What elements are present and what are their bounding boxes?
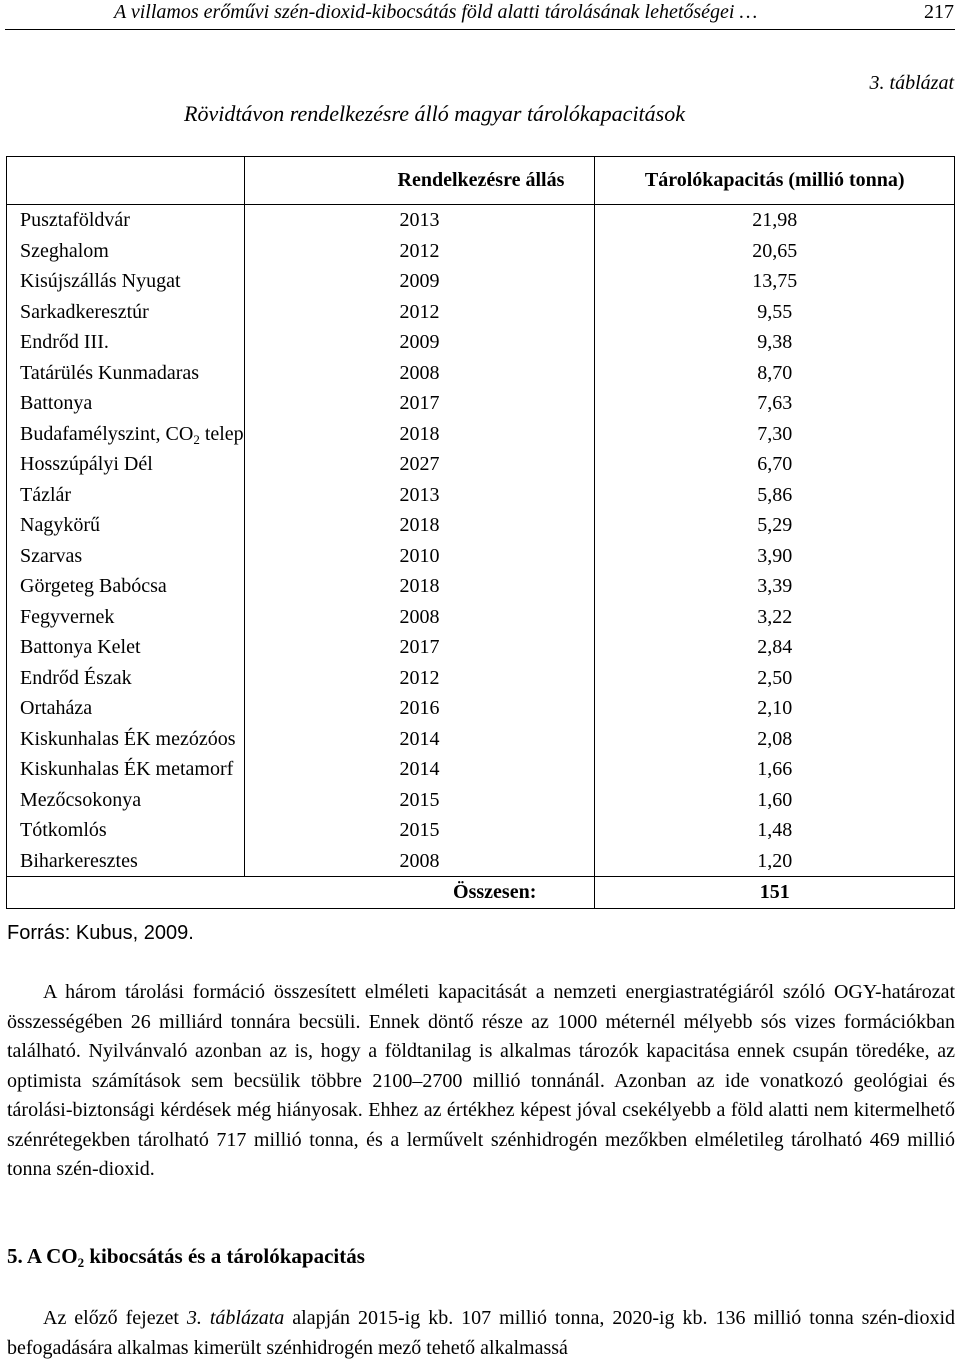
availability-year: 2018 xyxy=(244,571,595,602)
table-row xyxy=(7,388,955,419)
site-name: Kiskunhalas ÉK metamorf xyxy=(7,754,245,785)
availability-year: 2008 xyxy=(244,358,595,389)
table-row xyxy=(7,297,955,328)
capacity-table xyxy=(6,156,955,909)
availability-year: 2013 xyxy=(244,480,595,511)
capacity-value: 6,70 xyxy=(595,449,955,480)
table-number: 3. táblázat xyxy=(869,72,954,94)
total-row xyxy=(7,877,955,909)
table-row xyxy=(7,358,955,389)
table-row xyxy=(7,205,955,236)
site-name: Görgeteg Babócsa xyxy=(7,571,245,602)
capacity-value: 2,08 xyxy=(595,724,955,755)
table-header-row xyxy=(7,157,955,205)
table-row xyxy=(7,510,955,541)
site-name: Ortaháza xyxy=(7,693,245,724)
capacity-value: 21,98 xyxy=(595,205,955,236)
capacity-value: 3,39 xyxy=(595,571,955,602)
availability-year: 2018 xyxy=(244,510,595,541)
site-name: Szeghalom xyxy=(7,236,245,267)
table-row xyxy=(7,846,955,877)
site-name: Szarvas xyxy=(7,541,245,572)
availability-year: 2014 xyxy=(244,754,595,785)
site-name xyxy=(7,419,245,450)
availability-year: 2008 xyxy=(244,602,595,633)
availability-year: 2015 xyxy=(244,815,595,846)
site-name: Tótkomlós xyxy=(7,815,245,846)
site-name: Fegyvernek xyxy=(7,602,245,633)
capacity-value: 1,20 xyxy=(595,846,955,877)
site-name: Nagykörű xyxy=(7,510,245,541)
availability-year: 2015 xyxy=(244,785,595,816)
capacity-value: 1,48 xyxy=(595,815,955,846)
site-name: Sarkadkeresztúr xyxy=(7,297,245,328)
page-number: 217 xyxy=(924,1,954,23)
section-heading-post: kibocsátás és a tárolókapacitás xyxy=(84,1244,365,1268)
table-body xyxy=(7,205,955,877)
p2-text-a: Az előző fejezet xyxy=(43,1307,187,1329)
table-row xyxy=(7,785,955,816)
header-divider xyxy=(5,29,955,30)
capacity-value: 7,30 xyxy=(595,419,955,450)
availability-year: 2018 xyxy=(244,419,595,450)
section-heading-sub: 2 xyxy=(77,1255,85,1270)
capacity-value: 5,86 xyxy=(595,480,955,511)
site-name: Pusztaföldvár xyxy=(7,205,245,236)
table-row xyxy=(7,632,955,663)
site-name: Biharkeresztes xyxy=(7,846,245,877)
site-name-part: telep xyxy=(199,422,244,445)
capacity-value: 9,38 xyxy=(595,327,955,358)
site-name: Hosszúpályi Dél xyxy=(7,449,245,480)
table-row xyxy=(7,236,955,267)
table-title: Rövidtávon rendelkezésre álló magyar tárolókapacitások xyxy=(184,101,685,126)
site-name-part: Budafamélyszint, CO xyxy=(20,422,194,445)
availability-year: 2009 xyxy=(244,327,595,358)
table-row xyxy=(7,693,955,724)
site-name: Kisújszállás Nyugat xyxy=(7,266,245,297)
body-paragraph: A három tárolási formáció összesített elméleti kapacitását a nemzeti energiastratégiáról szóló OGY-határozat összességében 26 milliárd tonnára becsüli. Ennek döntő része az 1000 méternél mélyebb sós vizes formációkban található. Nyilvánvaló azonban az is, hogy a földtanilag is alkalmas tározók kapacitása ennek csupán töredéke, az optimista számítások sem becsülik többre 2100–2700 millió tonnánál. Azonban az ide vonatkozó geológiai és tárolási-biztonsági kérdések még hiányosak. Ehhez az értékhez képest jóval csekélyebb a föld alatti nem kitermelhető szénrétegekben tárolható 717 millió tonna, és a lerművelt szénhidrogén mezőkben elméletileg tárolható 469 millió tonna szén-dioxid. xyxy=(7,981,955,1180)
capacity-value: 5,29 xyxy=(595,510,955,541)
capacity-value: 9,55 xyxy=(595,297,955,328)
section-heading-pre: 5. A CO xyxy=(7,1244,78,1268)
table-row xyxy=(7,419,955,450)
table-row xyxy=(7,724,955,755)
availability-year: 2009 xyxy=(244,266,595,297)
table-row xyxy=(7,754,955,785)
availability-year: 2008 xyxy=(244,846,595,877)
table-row xyxy=(7,663,955,694)
column-header-capacity: Tárolókapacitás (millió tonna) xyxy=(595,157,955,205)
section-heading xyxy=(7,1244,365,1269)
table-row xyxy=(7,602,955,633)
availability-year: 2016 xyxy=(244,693,595,724)
capacity-value: 3,90 xyxy=(595,541,955,572)
site-name: Kiskunhalas ÉK mezózóos xyxy=(7,724,245,755)
availability-year: 2013 xyxy=(244,205,595,236)
table-row xyxy=(7,571,955,602)
capacity-value: 2,84 xyxy=(595,632,955,663)
capacity-value: 2,10 xyxy=(595,693,955,724)
capacity-value: 3,22 xyxy=(595,602,955,633)
site-name: Battonya xyxy=(7,388,245,419)
table-row xyxy=(7,266,955,297)
table-row xyxy=(7,480,955,511)
total-label: Összesen: xyxy=(7,877,595,909)
site-name: Endrőd Észak xyxy=(7,663,245,694)
site-name: Endrőd III. xyxy=(7,327,245,358)
availability-year: 2014 xyxy=(244,724,595,755)
table-row xyxy=(7,815,955,846)
availability-year: 2012 xyxy=(244,297,595,328)
availability-year: 2010 xyxy=(244,541,595,572)
table-row xyxy=(7,449,955,480)
table-row xyxy=(7,327,955,358)
p2-table-reference: 3. táblázata xyxy=(186,1307,285,1329)
capacity-value: 20,65 xyxy=(595,236,955,267)
running-header xyxy=(0,0,960,26)
site-name: Tatárülés Kunmadaras xyxy=(7,358,245,389)
site-name: Battonya Kelet xyxy=(7,632,245,663)
running-header-title: A villamos erőművi szén-dioxid-kibocsátás föld alatti tárolásának lehetőségei … xyxy=(114,1,758,23)
capacity-value: 1,60 xyxy=(595,785,955,816)
column-header-availability: Rendelkezésre állás xyxy=(244,157,595,205)
body-paragraph-2 xyxy=(7,1304,955,1363)
site-name-subscript: 2 xyxy=(193,431,200,447)
capacity-value: 7,63 xyxy=(595,388,955,419)
column-header-site xyxy=(7,157,245,205)
availability-year: 2012 xyxy=(244,236,595,267)
capacity-value: 8,70 xyxy=(595,358,955,389)
total-value: 151 xyxy=(595,877,955,909)
site-name: Mezőcsokonya xyxy=(7,785,245,816)
availability-year: 2017 xyxy=(244,632,595,663)
availability-year: 2012 xyxy=(244,663,595,694)
table-source: Forrás: Kubus, 2009. xyxy=(7,922,194,944)
table-row xyxy=(7,541,955,572)
p2-text-c: alapján 2015-ig kb. 107 millió tonna, 2020-ig kb. 136 millió tonna szén-dioxid befogadására alkalmas kimerült szénhidrogén mező tehető alkalmassá xyxy=(7,1307,955,1359)
capacity-value: 2,50 xyxy=(595,663,955,694)
site-name: Tázlár xyxy=(7,480,245,511)
availability-year: 2027 xyxy=(244,449,595,480)
capacity-value: 1,66 xyxy=(595,754,955,785)
availability-year: 2017 xyxy=(244,388,595,419)
capacity-value: 13,75 xyxy=(595,266,955,297)
